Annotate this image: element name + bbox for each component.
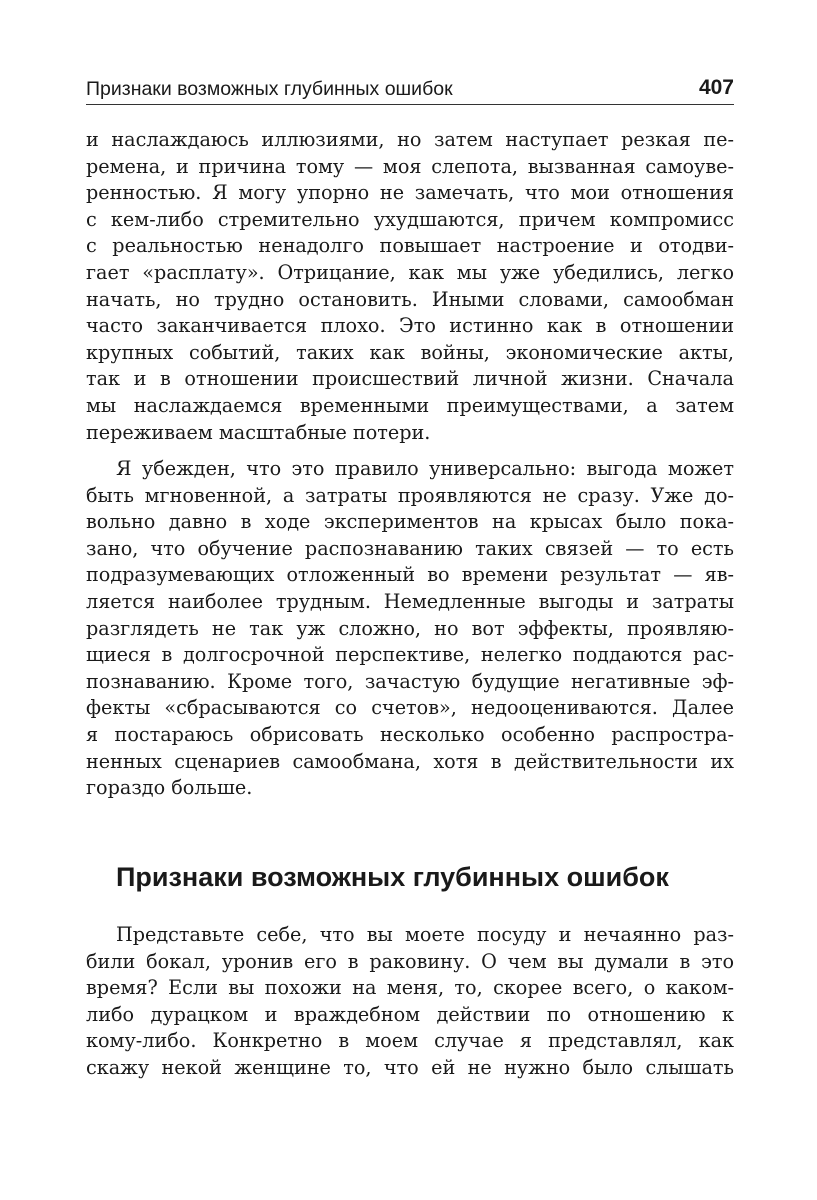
text-line: начать, но трудно остановить. Иными словами, самообман (86, 287, 734, 311)
text-line: разглядеть не так уж сложно, но вот эффекты, проявляю- (86, 616, 734, 640)
text-line: я постараюсь обрисовать несколько особенно распростра- (86, 722, 734, 746)
paragraph-2 (86, 456, 734, 802)
text-line: крупных событий, таких как войны, экономические акты, (86, 340, 734, 364)
section-heading: Признаки возможных глубинных ошибок (116, 862, 669, 892)
text-line: Представьте себе, что вы моете посуду и нечаянно раз- (116, 923, 734, 946)
text-line: фекты «сбрасываются со счетов», недооцениваются. Далее (86, 696, 734, 720)
text-line: с кем-либо стремительно ухудшаются, причем компромисс (86, 207, 734, 231)
text-line: ремена, и причина тому — моя слепота, вызванная самоуве- (86, 154, 734, 178)
text-line: мы наслаждаемся временными преимуществами, а затем (86, 393, 734, 417)
text-line: познаванию. Кроме того, зачастую будущие негативные эф- (86, 669, 734, 693)
text-line: зано, что обучение распознаванию таких связей — то есть (86, 536, 734, 560)
paragraph-3 (86, 922, 734, 1082)
text-line: так и в отношении происшествий личной жизни. Сначала (86, 367, 734, 391)
running-title: Признаки возможных глубинных ошибок (86, 78, 453, 100)
page-number: 407 (698, 76, 734, 99)
text-line: били бокал, уронив его в раковину. О чем вы думали в это (86, 949, 734, 973)
text-line: время? Если вы похожи на меня, то, скорее всего, о каком- (86, 976, 734, 1000)
text-line: либо дурацком и враждебном действии по отношению к (86, 1002, 734, 1026)
text-line: кому-либо. Конкретно в моем случае я представлял, как (86, 1029, 734, 1053)
running-header (86, 76, 734, 105)
text-line: ненных сценариев самообмана, хотя в действительности их (86, 749, 734, 773)
text-line: гает «расплату». Отрицание, как мы уже убедились, легко (86, 260, 734, 284)
text-line: переживаем масштабные потери. (86, 420, 431, 444)
text-line: ляется наиболее трудным. Немедленные выгоды и затраты (86, 589, 734, 613)
text-line: гораздо больше. (86, 776, 253, 800)
text-line: ренностью. Я могу упорно не замечать, что мои отношения (86, 181, 734, 205)
text-line: с реальностью ненадолго повышает настроение и отодви- (86, 234, 734, 258)
text-line: вольно давно в ходе экспериментов на крысах было пока- (86, 510, 734, 534)
text-line: щиеся в долгосрочной перспективе, нелегко поддаются рас- (86, 643, 734, 667)
text-line: быть мгновенной, а затраты проявляются не сразу. Уже до- (86, 483, 734, 507)
text-line: часто заканчивается плохо. Это истинно как в отношении (86, 314, 734, 338)
text-line: Я убежден, что это правило универсально: выгода может (116, 457, 734, 480)
text-line: и наслаждаюсь иллюзиями, но затем наступает резкая пе- (86, 128, 734, 151)
paragraph-1 (86, 127, 734, 446)
text-line: скажу некой женщине то, что ей не нужно было слышать (86, 1055, 734, 1079)
text-line: подразумевающих отложенный во времени результат — яв- (86, 563, 734, 587)
